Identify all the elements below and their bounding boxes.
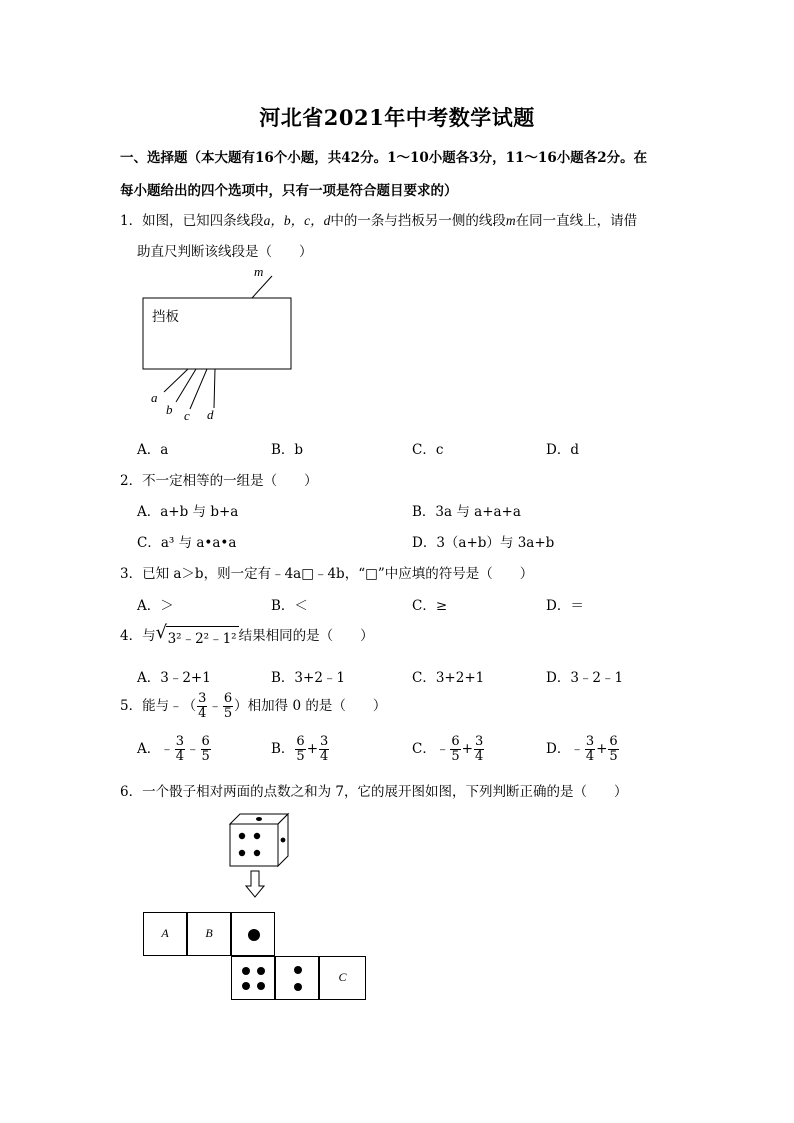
- q1-option-b[interactable]: B．b: [271, 442, 304, 458]
- down-arrow-icon: [245, 870, 265, 898]
- net-label-c: C: [338, 970, 347, 984]
- fraction: $\frac{6}{5}$: [223, 691, 233, 721]
- q5-option-c[interactable]: C．﹣ $\frac{6}{5}$ + $\frac{3}{4}$: [412, 734, 484, 764]
- segment-b: [176, 369, 196, 402]
- q3-option-d[interactable]: D．＝: [546, 598, 584, 614]
- board-label: 挡板: [152, 309, 179, 325]
- net-face-c: [319, 956, 366, 1000]
- question-6-stem: 6．一个骰子相对两面的点数之和为 7，它的展开图如图，下列判断正确的是（ ）: [120, 784, 628, 800]
- q5-option-b[interactable]: B． $\frac{6}{5}$ + $\frac{3}{4}$: [271, 734, 329, 764]
- q2-option-c[interactable]: C．a³ 与 a•a•a: [137, 535, 237, 551]
- net-face-one: [231, 912, 275, 956]
- question-4-stem: [120, 624, 374, 647]
- pip: [257, 982, 265, 990]
- q4-option-b[interactable]: B．3+2﹣1: [271, 670, 345, 686]
- fraction: $\frac{3}{4}$: [198, 691, 207, 721]
- q3-option-b[interactable]: B．＜: [271, 598, 308, 614]
- q4-stem-post: 结果相同的是（ ）: [238, 628, 374, 644]
- q4-option-c[interactable]: C．3+2+1: [412, 670, 485, 686]
- question-1-line1: [120, 209, 637, 229]
- net-face-a: [143, 912, 187, 956]
- question-5-stem: 5．能与﹣（ $\frac{3}{4}$ ﹣ $\frac{6}{5}$ ）相加得 0 的是（ ）: [120, 691, 387, 721]
- q4-radicand: 3²﹣2²﹣1²: [166, 626, 239, 647]
- pip: [294, 966, 302, 974]
- q5-stem-pre: 5．能与﹣（: [120, 698, 197, 714]
- label-a: a: [151, 390, 158, 405]
- q1-vars: a，b，c，d: [263, 213, 331, 228]
- q1-option-d[interactable]: D．d: [546, 442, 579, 458]
- q1-text-post: 在同一直线上，请借: [515, 213, 638, 229]
- q3-option-a[interactable]: A．＞: [137, 598, 174, 614]
- q1-var-m: m: [505, 213, 516, 228]
- pip: [248, 929, 260, 941]
- q1-option-c[interactable]: C．c: [412, 442, 444, 458]
- label-b: b: [166, 402, 173, 417]
- section-heading-line2: 每小题给出的四个选项中，只有一项是符合题目要求的）: [120, 183, 458, 199]
- q4-option-d[interactable]: D．3﹣2﹣1: [546, 670, 624, 686]
- page-title: 河北省2021年中考数学试题: [259, 105, 535, 130]
- q2-option-a[interactable]: A．a+b 与 b+a: [137, 504, 239, 520]
- question-1-line2: 助直尺判断该线段是（ ）: [137, 244, 313, 260]
- label-d: d: [207, 407, 214, 422]
- q5-stem-post: ）相加得 0 的是（ ）: [234, 698, 387, 714]
- net-label-b: B: [205, 926, 213, 940]
- q2-option-b[interactable]: B．3a 与 a+a+a: [412, 504, 521, 520]
- die-3d-figure: [228, 812, 294, 868]
- question-3-stem: 3．已知 a＞b，则一定有﹣4a□﹣4b，“□”中应填的符号是（ ）: [120, 566, 534, 582]
- section-heading-line1: 一、选择题（本大题有16个小题，共42分。1～10小题各3分，11～16小题各2分。在: [120, 150, 648, 166]
- net-face-two: [275, 956, 319, 1000]
- pip: [257, 967, 265, 975]
- q4-sqrt: [155, 622, 239, 647]
- label-m: m: [254, 264, 264, 279]
- pip: [294, 983, 302, 991]
- question-2-stem: 2．不一定相等的一组是（ ）: [120, 473, 318, 489]
- q5-option-d[interactable]: D．﹣ $\frac{3}{4}$ + $\frac{6}{5}$: [546, 734, 618, 764]
- q1-text-pre: 1．如图，已知四条线段: [120, 213, 264, 229]
- q3-option-c[interactable]: C．≥: [412, 598, 448, 614]
- q1-figure: [140, 262, 300, 427]
- q1-text-mid: 中的一条与挡板另一侧的线段: [330, 213, 506, 229]
- net-face-b: [187, 912, 231, 956]
- net-label-a: A: [161, 926, 169, 940]
- label-c: c: [184, 408, 190, 423]
- q5-option-a[interactable]: A．﹣ $\frac{3}{4}$ ﹣ $\frac{6}{5}$: [137, 734, 210, 764]
- pip: [242, 982, 250, 990]
- net-face-four: [231, 956, 275, 1000]
- q4-option-a[interactable]: A．3﹣2+1: [137, 670, 211, 686]
- pip: [242, 967, 250, 975]
- q4-stem-pre: 4．与: [120, 628, 156, 644]
- q2-option-d[interactable]: D．3（a+b）与 3a+b: [412, 535, 555, 551]
- sqrt-symbol: √: [155, 622, 168, 643]
- q1-option-a[interactable]: A．a: [137, 442, 169, 458]
- segment-d: [214, 369, 215, 408]
